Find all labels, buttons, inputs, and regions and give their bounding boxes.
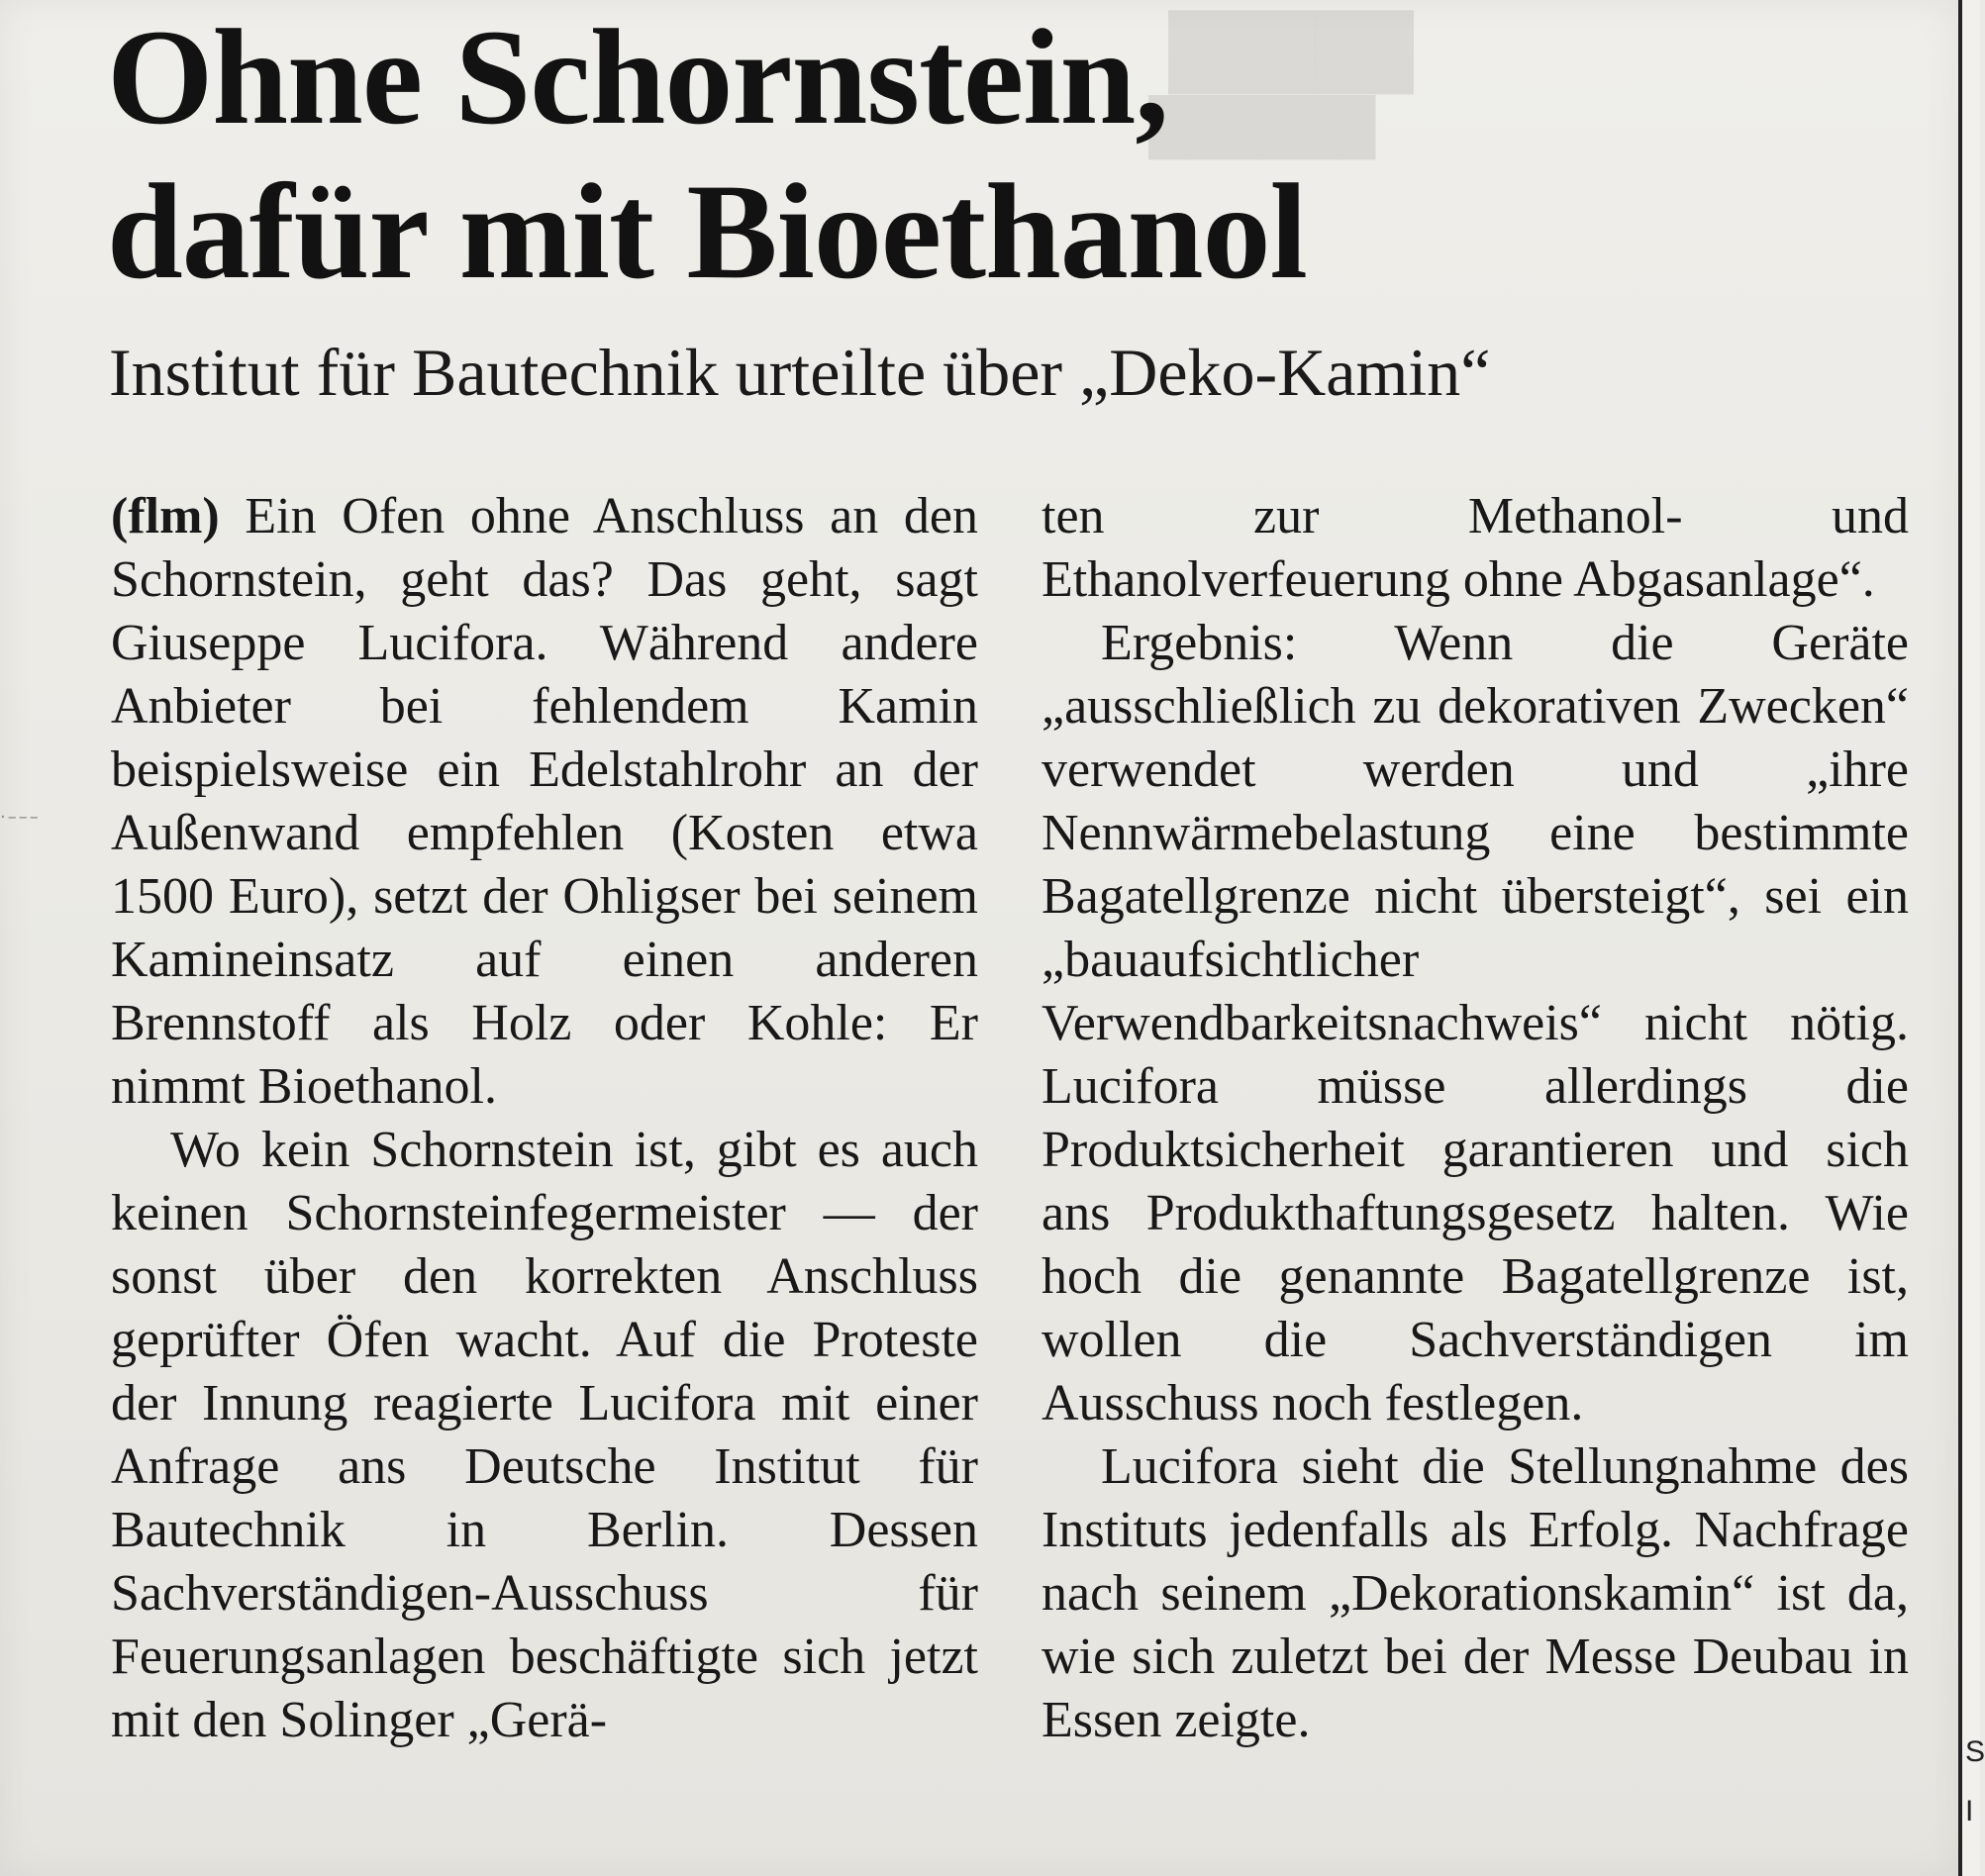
clipping-edge-rule [1958,0,1980,1876]
paragraph-2: Wo kein Schornstein ist, gibt es auch keinen Schornsteinfegermeister — der sonst über den korrekten Anschluss geprüfter Öfen wacht. Auf die Proteste der Innung reagierte Lucifora mit einer Anfrage ans Deutsche Institut für Bautechnik in Berlin. Dessen Sachverständigen-Ausschuss für Feuerungsanlagen beschäftigte sich jetzt mit den Solinger „Gerä- [111,1122,978,1748]
bleed-through-text: ██████ [1148,96,1376,155]
article-subheadline: Institut für Bautechnik urteilte über „Deko-Kamin“ [109,335,1491,410]
byline: (flm) [111,488,220,544]
headline-line-2: dafür mit Bioethanol [107,155,1307,307]
bleed-through-text: █████ [1168,11,1414,88]
right-column [1042,485,1909,1752]
paragraph-lead-text: Ein Ofen ohne Anschluss an den Schornstein, geht das? Das geht, sagt Giuseppe Lucifora. Während andere Anbieter bei fehlendem Kamin beispielsweise ein Edelstahlrohr an der Außenwand empfehlen (Kosten etwa 1500 Euro), setzt der Ohligser bei seinem Kamineinsatz auf einen anderen Brennstoff als Holz oder Kohle: Er nimmt Bioethanol. [111,488,979,1115]
article-headline [107,0,1889,309]
margin-mark: ·––– [0,807,41,828]
paragraph-3: ten zur Methanol- und Ethanolverfeuerung ohne Abgasanlage“. [1042,488,1909,608]
paragraph-5: Lucifora sieht die Stellungnahme des Instituts jedenfalls als Erfolg. Nachfrage nach seinem „Dekorationskamin“ ist da, wie sich zuletzt bei der Messe Deubau in Essen zeigte. [1042,1438,1909,1748]
left-column [111,485,978,1752]
paragraph-4: Ergebnis: Wenn die Geräte „ausschließlich zu dekorativen Zwecken“ verwendet werden und „ihre Nennwärmebelastung eine bestimmte Bagatellgrenze nicht übersteigt“, sei ein „bauaufsichtlicher Verwendbarkeitsnachweis“ nicht nötig. Lucifora müsse allerdings die Produktsicherheit garantieren und sich ans Produkthaftungsgesetz halten. Wie hoch die genannte Bagatellgrenze ist, wollen die Sachverständigen im Ausschuss noch festlegen. [1042,615,1909,1432]
adjacent-article-fragment: S I [1965,1735,1985,1827]
paragraph-lead [111,485,978,1119]
headline-line-1: Ohne Schornstein, [107,1,1168,152]
